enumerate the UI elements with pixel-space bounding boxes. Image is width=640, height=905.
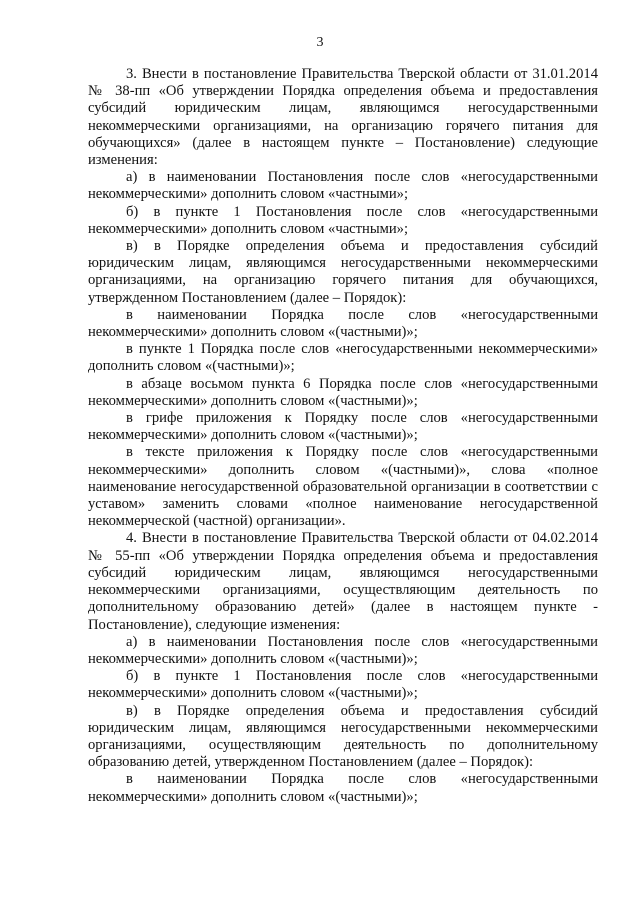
paragraph: а) в наименовании Постановления после слов «негосударственными некоммерческими» дополнить словом «частными»; — [88, 169, 598, 203]
document-body — [88, 66, 598, 806]
paragraph: в тексте приложения к Порядку после слов «негосударственными некоммерческими» дополнить словом «(частными)», слова «полное наименование негосударственной образовательной организации в соответствии с уставом» заменить словами «полное наименование негосударственной некоммерческой (частной) организации». — [88, 444, 598, 530]
paragraph: в наименовании Порядка после слов «негосударственными некоммерческими» дополнить словом «(частными)»; — [88, 306, 598, 341]
paragraph: в пункте 1 Порядка после слов «негосударственными некоммерческими» дополнить словом «(частными)»; — [88, 341, 598, 375]
paragraph: б) в пункте 1 Постановления после слов «негосударственными некоммерческими» дополнить словом «(частными)»; — [88, 668, 598, 702]
paragraph: 3. Внести в постановление Правительства Тверской области от 31.01.2014 № 38-пп «Об утверждении Порядка определения объема и предоставления субсидий юридическим лицам, являющимся негосударственными некоммерческими организациями, на организацию горячего питания для обучающихся» (далее в настоящем пункте – Постановление) следующие изменения: — [88, 66, 598, 169]
paragraph: 4. Внести в постановление Правительства Тверской области от 04.02.2014 № 55-пп «Об утверждении Порядка определения объема и предоставления субсидий юридическим лицам, являющимся негосударственными некоммерческими организациями, осуществляющим деятельность по дополнительному образованию детей» (далее в настоящем пункте - Постановление), следующие изменения: — [88, 530, 598, 633]
paragraph: в грифе приложения к Порядку после слов «негосударственными некоммерческими» дополнить словом «(частными)»; — [88, 410, 598, 444]
paragraph: в наименовании Порядка после слов «негосударственными некоммерческими» дополнить словом «(частными)»; — [88, 771, 598, 805]
paragraph: в) в Порядке определения объема и предоставления субсидий юридическим лицам, являющимся негосударственными некоммерческими организациями, осуществляющим деятельность по дополнительному образованию детей, утвержденном Постановлением (далее – Порядок): — [88, 702, 598, 771]
paragraph: б) в пункте 1 Постановления после слов «негосударственными некоммерческими» дополнить словом «частными»; — [88, 203, 598, 237]
paragraph: в) в Порядке определения объема и предоставления субсидий юридическим лицам, являющимся негосударственными некоммерческими организациями, на организацию горячего питания для обучающихся, утвержденном Постановлением (далее – Порядок): — [88, 238, 598, 306]
page-number: 3 — [316, 35, 324, 50]
paragraph: в абзаце восьмом пункта 6 Порядка после слов «негосударственными некоммерческими» дополнить словом «(частными)»; — [88, 375, 598, 409]
paragraph: а) в наименовании Постановления после слов «негосударственными некоммерческими» дополнить словом «(частными)»; — [88, 633, 598, 667]
